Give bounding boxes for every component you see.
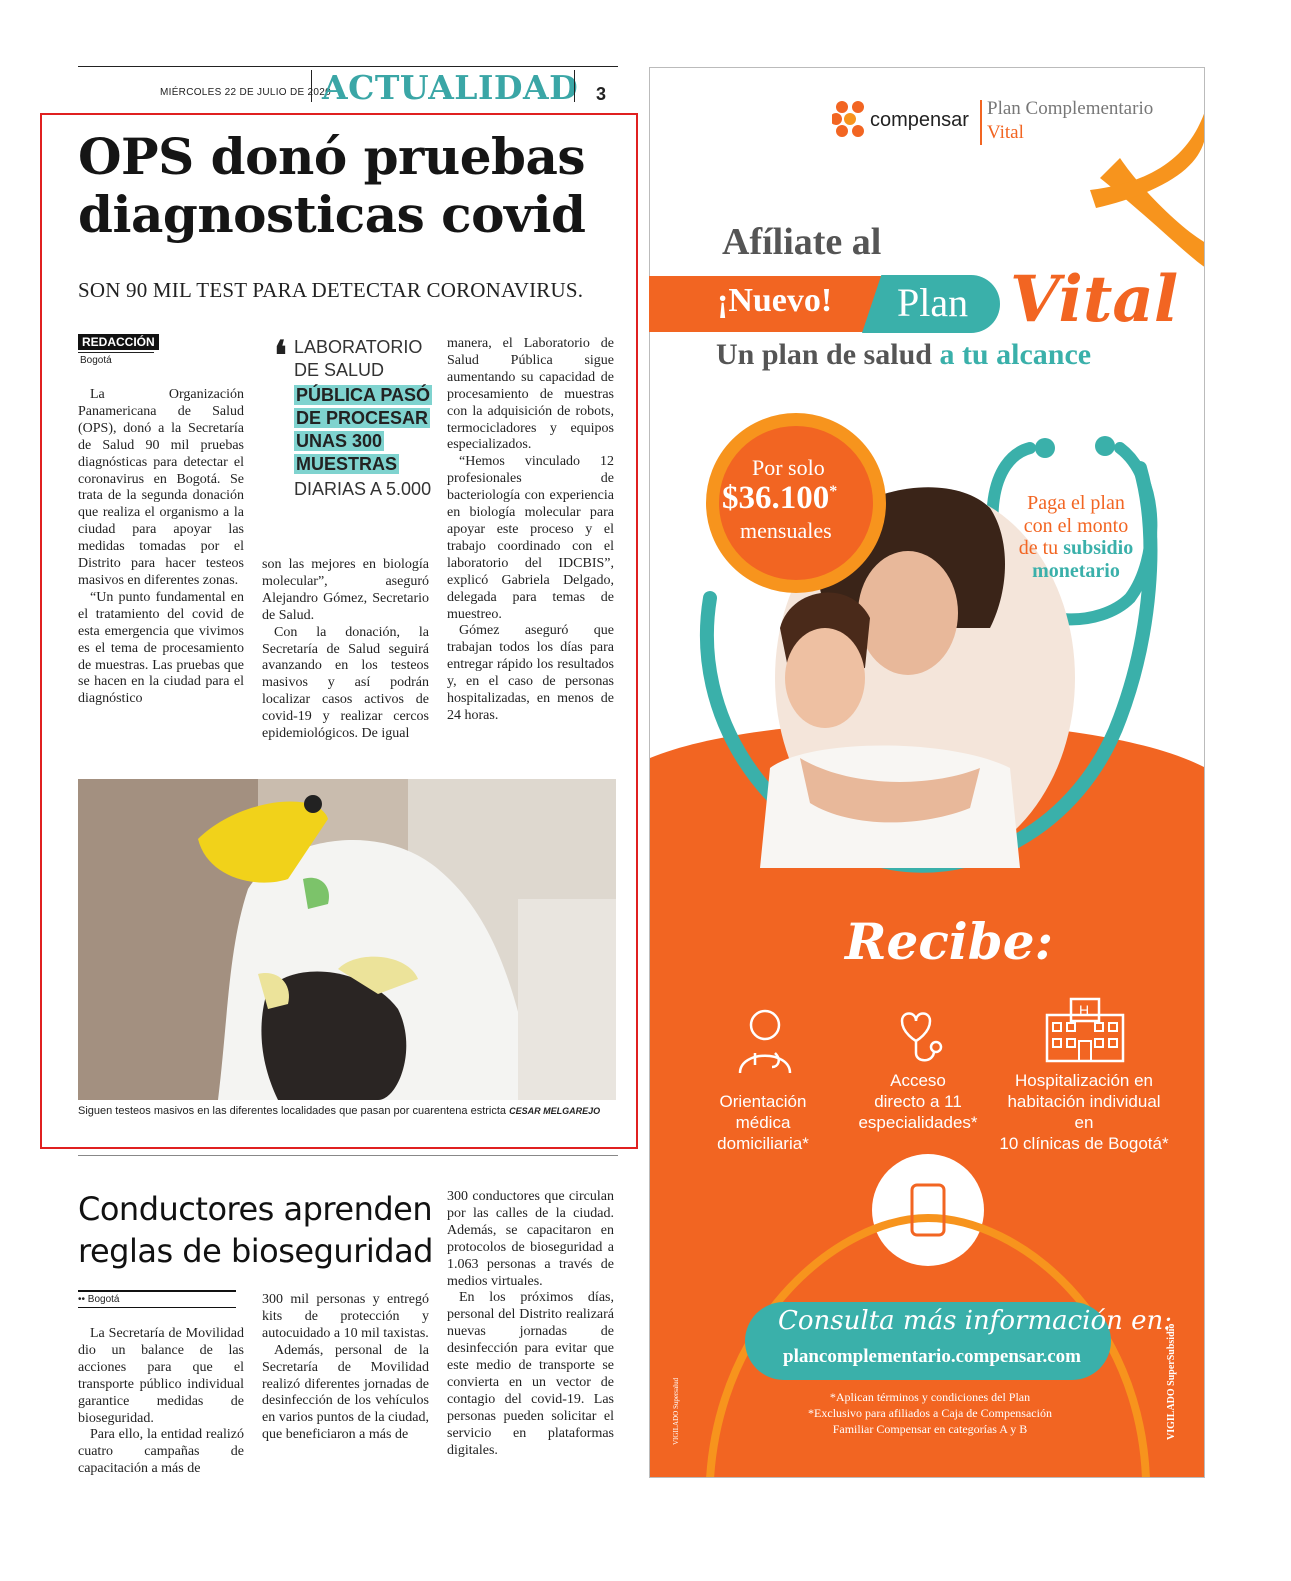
benefit-line: Acceso (890, 1071, 946, 1090)
logo-divider (980, 100, 982, 145)
pull-quote-highlight (294, 384, 434, 476)
nuevo-label: ¡Nuevo! (717, 282, 833, 319)
paragraph: “Un punto fundamental en el tratamiento del covid de esta emergencia que vivimos es el tema de procesamiento de muestras. Las pruebas que se hacen en la ciudad para el diagnóstico (78, 589, 244, 707)
subsidio-text (1016, 492, 1136, 582)
byline-location: •• Bogotá (78, 1294, 120, 1305)
section-title: ACTUALIDAD (322, 68, 579, 107)
brand-name: compensar (870, 109, 969, 131)
paragraph: manera, el Laboratorio de Salud Pública sigue aumentando su capacidad de procesamiento de muestras con la adquisición de robots, termocicladores y equipos especializados. (447, 336, 614, 453)
photo-credit: CESAR MELGAREJO (509, 1106, 601, 1116)
paragraph: Con la donación, la Secretaría de Salud seguirá avanzando en los testeos masivos y así podrán localizar casos activos de covid-19 y realizar cercos epidemiológicos. De igual (262, 624, 429, 742)
paragraph: Para ello, la entidad realizó cuatro campañas de capacitación a más de (78, 1427, 244, 1477)
paragraph: La Organización Panamericana de Salud (OPS), donó a la Secretaría de Salud 90 mil pruebas diagnósticas para detectar el coronavirus en Bogotá. Se trata de la segunda donación que realiza el organismo a la ciudad para apoyar las medidas tomadas por el Distrito para hacer testeos masivos en diferentes zonas. (78, 387, 244, 588)
byline-author: REDACCIÓN (78, 334, 159, 350)
article2-column-3 (447, 1189, 614, 1460)
headline-line: diagnosticas covid (78, 185, 586, 244)
vigilado-supersubsidio: VIGILADO SuperSubsidio (1166, 1323, 1177, 1440)
tagline-part: Un plan de salud (716, 338, 940, 371)
headline-line: reglas de bioseguridad (78, 1232, 433, 1270)
paragraph: Gómez aseguró que trabajan todos los días para entregar rápido los resultados y, en el caso de personas hospitalizadas, en menos de 24 horas. (447, 623, 614, 723)
fine-print-line: *Aplican términos y condiciones del Plan (829, 1390, 1031, 1404)
article-column-2 (262, 557, 429, 743)
paragraph: La Secretaría de Movilidad dio un balance de las acciones para que el transporte público individual garantice medidas de bioseguridad. (78, 1326, 244, 1426)
header-rule (78, 66, 618, 67)
paragraph: En los próximos días, personal del Distrito realizará nuevas jornadas de desinfección para evitar que este medio de transporte se convierta en un vector de contagio del covid-19. Las personas pueden solicitar el servicio en plataformas digitales. (447, 1290, 614, 1458)
benefit-line: especialidades* (858, 1113, 978, 1132)
paragraph: Además, personal de la Secretaría de Movilidad realizó diferentes jornadas de desinfección de los vehículos en varios puntos de la ciudad, que beneficiaron a más de (262, 1342, 429, 1443)
paragraph: “Hemos vinculado 12 profesionales de bacteriología con experiencia en biología molecular para apoyar este proceso y el trabajo coordinado con el laboratorio del IDCBIS”, explicó Gabriela Delgado, delegada para temas de muestreo. (447, 454, 614, 622)
paragraph: 300 mil personas y entregó kits de protección y autocuidado a 10 mil taxistas. (262, 1292, 429, 1341)
tagline-accent: a tu alcance (939, 338, 1092, 371)
issue-date: MIÉRCOLES 22 DE JULIO DE 2020 (160, 87, 331, 98)
pull-quote-highlight-text: PÚBLICA PASÓ DE PROCESAR UNAS 300 MUESTRAS (296, 385, 431, 474)
paragraph: 300 conductores que circulan por las calles de la ciudad. Además, se capacitaron en protocolos de bioseguridad a 1.063 personas a través de medios virtuales. (447, 1189, 614, 1289)
covid-test-photo (78, 779, 616, 1100)
consulta-label: Consulta más información en: (778, 1306, 1173, 1336)
compensar-logo-icon (832, 97, 870, 141)
price-period: mensuales (740, 518, 832, 543)
consulta-url[interactable]: plancomplementario.compensar.com (783, 1346, 1081, 1367)
benefit-line: médica domiciliaria* (717, 1113, 809, 1153)
article2-column-1 (78, 1326, 244, 1478)
plan-name-line2: Vital (987, 122, 1024, 143)
ad-tagline (716, 338, 1091, 372)
header-divider (311, 70, 312, 102)
page-number: 3 (596, 84, 607, 104)
benefit-acceso (852, 1070, 984, 1133)
fine-print-line: Familiar Compensar en categorías A y B (832, 1422, 1028, 1436)
byline-rule (78, 352, 154, 353)
article-column-3 (447, 336, 614, 725)
plan-word: Plan (897, 280, 969, 325)
headline-line: Conductores aprenden (78, 1190, 433, 1228)
article-separator (78, 1155, 618, 1156)
price-label: Por solo (752, 455, 825, 480)
article-headline (78, 128, 638, 244)
pull-quote-bottom: DIARIAS A 5.000 (294, 479, 432, 499)
article-photo (78, 779, 616, 1100)
doctor-icon (730, 1005, 800, 1075)
svg-text:H: H (1079, 1002, 1090, 1018)
byline-location: Bogotá (80, 355, 112, 366)
price-value (722, 480, 837, 517)
benefit-hospitalizacion (996, 1070, 1172, 1154)
price-amount: $36.100 (722, 480, 830, 516)
article-subhead: SON 90 MIL TEST PARA DETECTAR CORONAVIRUS. (78, 278, 584, 302)
benefit-line: directo a 11 (874, 1092, 962, 1111)
benefit-line: Orientación (719, 1092, 807, 1111)
benefit-line: Hospitalización en (1015, 1071, 1153, 1090)
fine-print-line: *Exclusivo para afiliados a Caja de Compensación (808, 1406, 1052, 1420)
pull-quote-top: LABORATORIO DE SALUD (294, 337, 423, 380)
photo-caption (78, 1105, 600, 1117)
ad-afiliate: Afíliate al (722, 221, 882, 263)
article2-headline (78, 1188, 438, 1272)
hospital-icon (1043, 997, 1127, 1063)
benefit-line: habitación individual en (1007, 1092, 1161, 1132)
vigilado-supersalud: VIGILADO Supersalud (672, 1377, 680, 1445)
fine-print (780, 1389, 1080, 1437)
recibe-heading: Recibe: (845, 912, 1054, 971)
plan-name-line1: Plan Complementario (987, 98, 1154, 119)
price-asterisk: * (829, 483, 838, 500)
subsidio-lead: Paga el plan con el monto de tu (1018, 492, 1129, 559)
stethoscope-heart-icon (886, 1003, 950, 1067)
benefit-line: 10 clínicas de Bogotá* (999, 1134, 1169, 1153)
article-column-1 (78, 387, 244, 708)
pull-quote (274, 332, 434, 501)
vital-script: Vital (1010, 262, 1179, 337)
subsidio-bold: subsidio monetario (1032, 537, 1134, 582)
paragraph: son las mejores en biología molecular”, aseguró Alejandro Gómez, Secretario de Salud. (262, 557, 429, 623)
header-divider (574, 70, 575, 102)
byline-rule (78, 1290, 236, 1292)
byline-rule (78, 1307, 236, 1308)
benefit-orientacion (688, 1091, 838, 1154)
article2-column-2 (262, 1292, 429, 1444)
quote-mark-icon: ❛ (274, 332, 287, 379)
caption-text: Siguen testeos masivos en las diferentes localidades que pasan por cuarentena estricta (78, 1105, 507, 1117)
headline-line: OPS donó pruebas (78, 127, 586, 186)
